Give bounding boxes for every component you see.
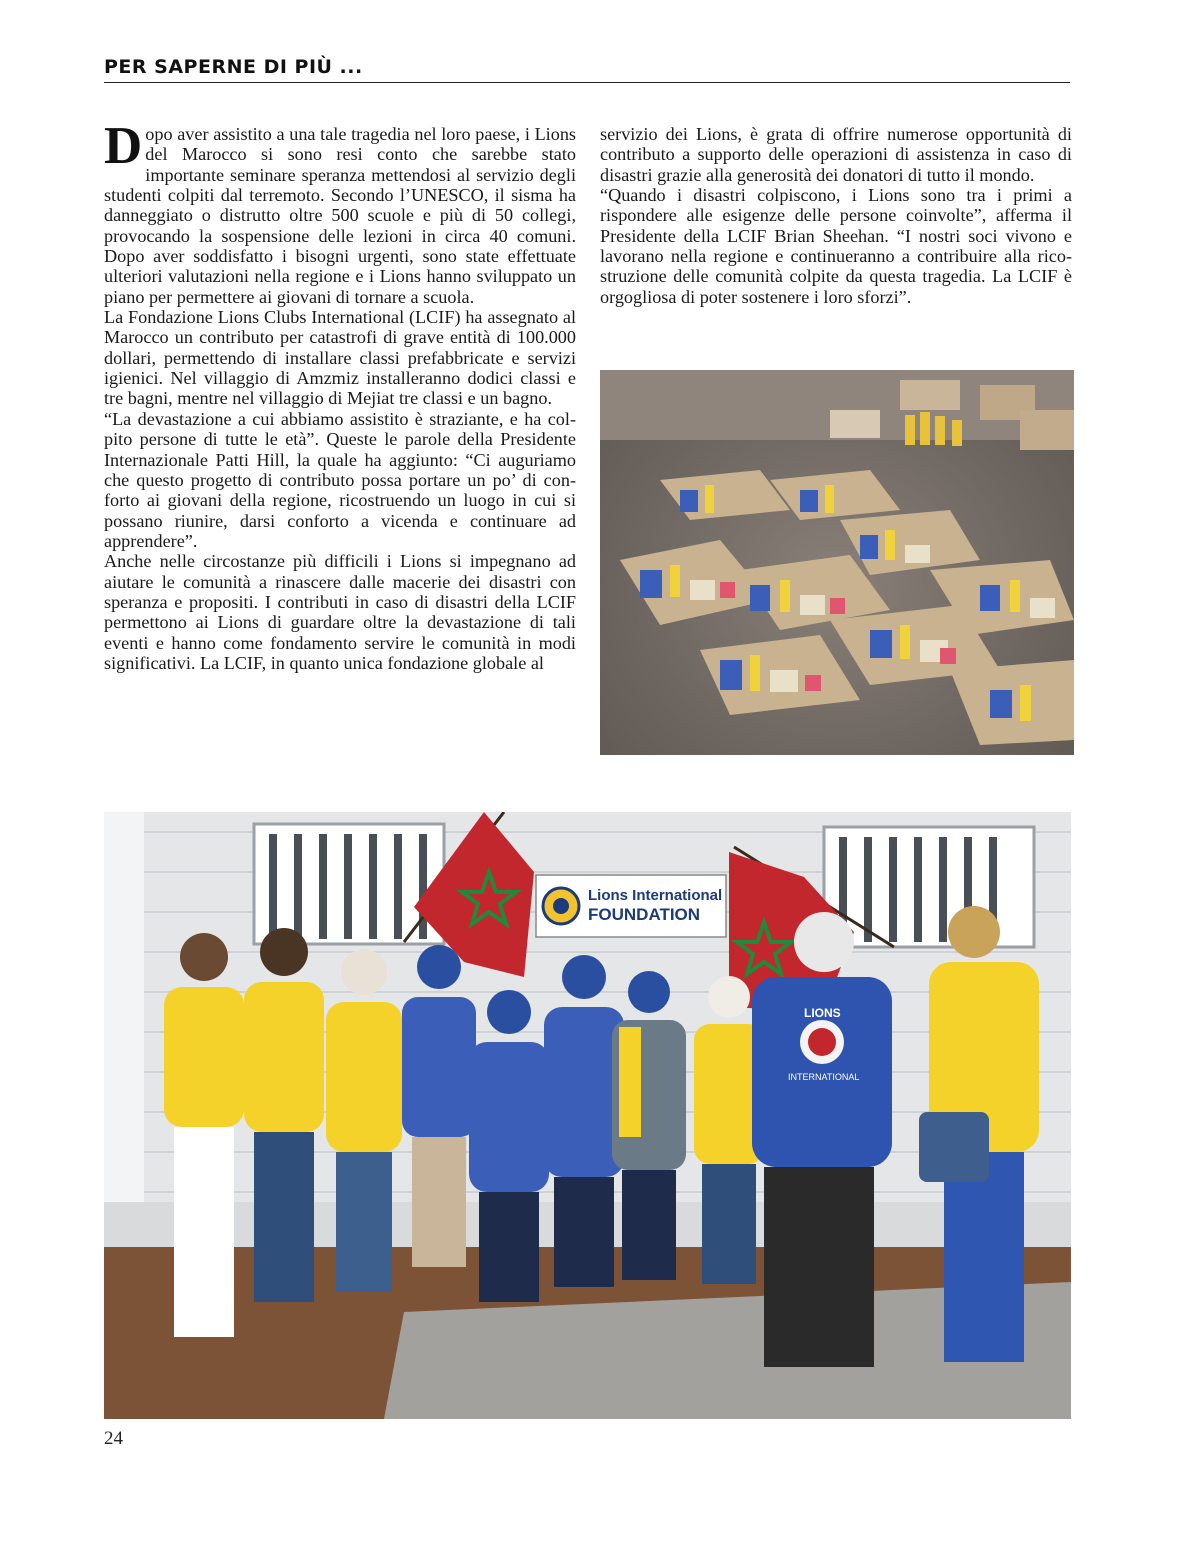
paragraph-1-text: opo aver assistito a una tale tragedia nel loro paese, i Lions del Marocco si sono resi conto che sarebbe stato importante seminare speranza mettendosi al servizio degli studenti colpiti dal terremoto. Secondo l’UNESCO, il sisma ha danneggiato o distrutto oltre 500 scuole e più di 50 collegi, provocando la sospensione delle lezioni in circa 40 comuni. Dopo aver soddisfatto i bisogni urgenti, sono state effettuate ulteriori valutazioni nella regione e i Lions hanno sviluppato un piano per permettere ai giovani di tornare a scuola.: [104, 124, 576, 307]
vest-text-top: LIONS: [804, 1006, 841, 1020]
paragraph-4: Anche nelle circostanze più difficili i Lions si impegnano ad aiutare le comunità a rinascere dalle macerie dei disastri con speranza e propositi. I contributi in caso di disastri della LCIF permettono ai Lions di guardare oltre la devastazione di tali eventi e hanno come fondamento servire le comunità in modi significativi. La LCIF, in quanto unica fondazione globale al: [104, 551, 576, 673]
vest-text-bottom: INTERNATIONAL: [788, 1072, 860, 1082]
foundation-sign: [536, 875, 726, 937]
lions-group-photo: [104, 812, 1071, 1419]
drop-cap: D: [104, 117, 143, 175]
paragraph-5: servizio dei Lions, è grata di offrire numerose opportunità di contributo a supporto delle operazioni di assistenza in caso di disastri grazie alla generosità dei donatori di tutto il mondo.: [600, 124, 1072, 185]
paragraph-2: La Fondazione Lions Clubs International (LCIF) ha assegnato al Marocco un contributo per catastrofi di grave entità di 100.000 dollari, permettendo di installare classi prefabbricate e servizi igienici. Nel villaggio di Amzmiz installeranno dodici classi e tre bagni, mentre nel villaggio di Mejiat tre classi e un bagno.: [104, 307, 576, 409]
sign-line-1: Lions International: [588, 887, 723, 904]
relief-supplies-photo: [600, 370, 1074, 755]
paragraph-3: “La devastazione a cui abbiamo assistito è straziante, e ha colpito persone di tutte le età”. Queste le parole della Presidente Internazionale Patti Hill, la quale ha aggiunto: “Ci auguriamo che questo progetto di contributo possa portare un po’ di conforto ai giovani della regione, ricostruendo un luogo in cui si possano riunire, darsi conforto a vicenda e continuare ad apprendere”.: [104, 408, 576, 551]
sign-line-2: FOUNDATION: [588, 905, 701, 924]
relief-supplies-illustration: [600, 370, 1074, 755]
paragraph-6: “Quando i disastri colpiscono, i Lions sono tra i primi a rispondere alle esigenze delle persone coinvolte”, afferma il Presidente della LCIF Brian Sheehan. “I nostri soci vivono e lavorano nella regione e continueranno a contribuire alla ricostruzione delle comunità colpite da questa tragedia. La LCIF è orgogliosa di poter sostenere i loro sforzi”.: [600, 185, 1072, 307]
page-number: 24: [104, 1428, 123, 1449]
article-column-right: [600, 124, 1072, 307]
header-rule: [104, 82, 1070, 83]
article-column-left: [104, 117, 576, 673]
lions-group-illustration: [104, 812, 1071, 1419]
section-header: PER SAPERNE DI PIÙ ...: [104, 56, 363, 78]
paragraph-1: [104, 117, 576, 307]
